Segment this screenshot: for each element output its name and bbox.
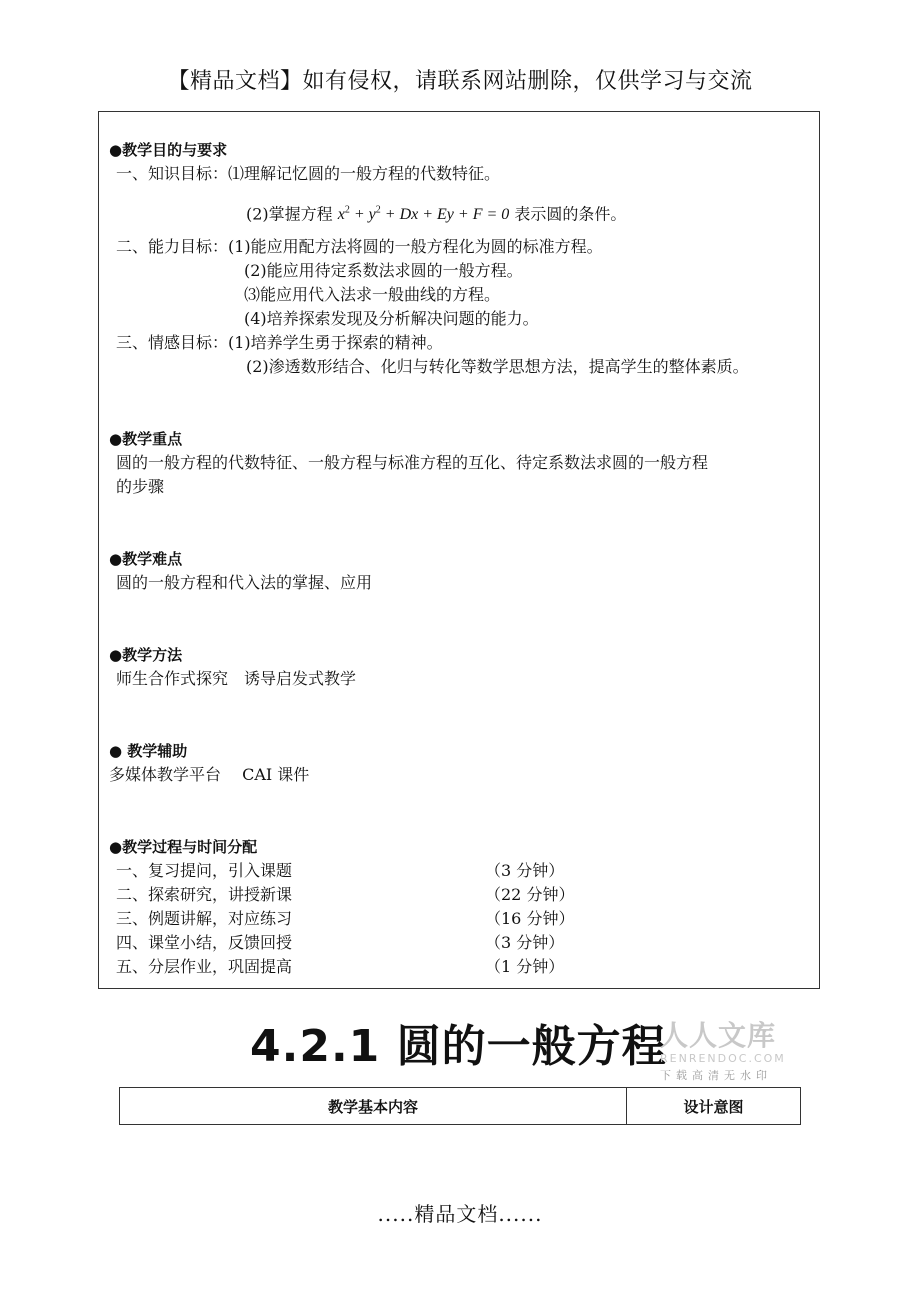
process-time-5: （1 分钟） — [485, 957, 565, 976]
process-time-2: （22 分钟） — [485, 885, 575, 904]
emotion-goal-2: (2)渗透数形结合、化归与转化等数学思想方法，提高学生的整体素质。 — [246, 357, 749, 376]
ability-goal-3: ⑶能应用代入法求一般曲线的方程。 — [244, 285, 501, 304]
knowledge-goal-1: 一、知识目标：⑴理解记忆圆的一般方程的代数特征。 — [116, 164, 501, 183]
ability-goal-1: 二、能力目标：(1)能应用配方法将圆的一般方程化为圆的标准方程。 — [116, 237, 603, 256]
aids-text: 多媒体教学平台 CAI 课件 — [109, 765, 310, 784]
table-col-content — [120, 1088, 627, 1124]
key-points-line-1: 圆的一般方程的代数特征、一般方程与标准方程的互化、待定系数法求圆的一般方程 — [116, 453, 709, 472]
process-step-5: 五、分层作业，巩固提高 — [116, 957, 293, 976]
ability-goal-4: (4)培养探索发现及分析解决问题的能力。 — [244, 309, 539, 328]
objectives-heading: ●教学目的与要求 — [109, 141, 228, 159]
watermark-domain: RENRENDOC.COM — [660, 1052, 786, 1065]
process-step-1: 一、复习提问，引入课题 — [116, 861, 293, 880]
aids-heading: ● 教学辅助 — [109, 742, 188, 760]
knowledge-goal-2-prefix: (2)掌握方程 — [246, 204, 333, 224]
watermark-logo — [660, 1014, 786, 1083]
process-step-3: 三、例题讲解，对应练习 — [116, 909, 293, 928]
watermark-main: 人人文库 — [660, 1019, 777, 1052]
ability-goal-2: (2)能应用待定系数法求圆的一般方程。 — [244, 261, 523, 280]
difficulties-heading: ●教学难点 — [109, 550, 183, 568]
difficulties-text: 圆的一般方程和代入法的掌握、应用 — [116, 573, 373, 592]
process-time-3: （16 分钟） — [485, 909, 575, 928]
process-time-4: （3 分钟） — [485, 933, 565, 952]
process-step-2: 二、探索研究，讲授新课 — [116, 885, 293, 904]
methods-heading: ●教学方法 — [109, 646, 183, 664]
page-header: 【精品文档】如有侵权，请联系网站删除，仅供学习与交流 — [167, 69, 753, 94]
page-footer: .....精品文档...... — [377, 1202, 543, 1226]
lesson-plan-box — [98, 111, 820, 989]
process-heading: ●教学过程与时间分配 — [109, 838, 258, 856]
process-time-1: （3 分钟） — [485, 861, 565, 880]
table-col-intent — [627, 1088, 800, 1124]
table-col-content-label: 教学基本内容 — [327, 1097, 418, 1116]
table-col-intent-label: 设计意图 — [683, 1097, 744, 1116]
knowledge-goal-2 — [246, 201, 626, 225]
key-points-line-2: 的步骤 — [116, 477, 165, 496]
emotion-goal-1: 三、情感目标：(1)培养学生勇于探索的精神。 — [116, 333, 443, 352]
watermark-subtitle: 下载高清无水印 — [660, 1069, 772, 1082]
methods-text: 师生合作式探究 诱导启发式教学 — [116, 669, 357, 688]
knowledge-goal-2-suffix: 表示圆的条件。 — [514, 204, 627, 224]
process-step-4: 四、课堂小结，反馈回授 — [116, 933, 293, 952]
lesson-title: 4.2.1 圆的一般方程 — [250, 1021, 667, 1072]
key-points-heading: ●教学重点 — [109, 430, 183, 448]
circle-equation: $x^2 + y^2 + Dx + Ey + F = 0$ — [337, 205, 510, 224]
content-table-header — [119, 1087, 801, 1125]
